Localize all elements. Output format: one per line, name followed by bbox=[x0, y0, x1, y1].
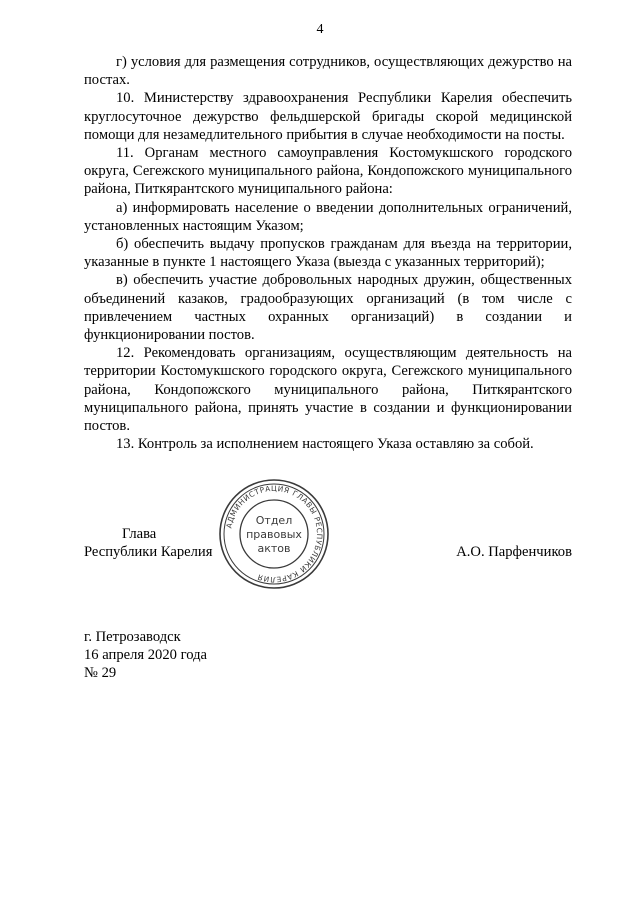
decree-body bbox=[84, 53, 572, 453]
signatory-title-line2: Республики Карелия bbox=[84, 544, 213, 561]
official-stamp bbox=[218, 478, 330, 590]
issue-city: г. Петрозаводск bbox=[84, 629, 181, 645]
stamp-center-line3: актов bbox=[257, 542, 291, 555]
document-footer bbox=[84, 628, 207, 683]
paragraph-12-recommend: 12. Рекомендовать организациям, осуществляющим деятельность на территории Костомукшского городского округа, Сегежского муниципального района, Кондопожского муниципального района, Питкярантского муниципального района, принять участие в создании и функционировании постов. bbox=[84, 345, 572, 435]
paragraph-11-local-authorities: 11. Органам местного самоуправления Костомукшского городского округа, Сегежского муниципального района, Кондопожского муниципального района, Питкярантского муниципального района: bbox=[84, 145, 572, 198]
signatory-name: А.О. Парфенчиков bbox=[456, 544, 572, 560]
paragraph-item-g-conditions: г) условия для размещения сотрудников, осуществляющих дежурство на постах. bbox=[84, 54, 572, 89]
paragraph-11v-participation: в) обеспечить участие добровольных народных дружин, общественных объединений казаков, градообразующих организаций (в том числе с привлечением частных охранных организаций) в создании и функционировании постов. bbox=[84, 272, 572, 344]
stamp-center-line1: Отдел bbox=[255, 514, 293, 527]
signatory-title bbox=[84, 525, 212, 561]
issue-date: 16 апреля 2020 года bbox=[84, 647, 207, 664]
paragraph-11a-inform: а) информировать население о введении дополнительных ограничений, установленных настоящим Указом; bbox=[84, 199, 572, 234]
signatory-title-line1: Глава bbox=[122, 526, 157, 542]
page-number: 4 bbox=[316, 22, 324, 37]
paragraph-10-health-ministry: 10. Министерству здравоохранения Республики Карелия обеспечить круглосуточное дежурство фельдшерской бригады скорой медицинской помощи для незамедлительного прибытия в случае необходимости на посты. bbox=[84, 90, 572, 143]
stamp-graphic bbox=[218, 478, 330, 590]
decree-number: № 29 bbox=[84, 665, 117, 682]
paragraph-11b-passes: б) обеспечить выдачу пропусков гражданам для въезда на территории, указанные в пункте 1 настоящего Указа (выезда с указанных территорий); bbox=[84, 236, 572, 271]
stamp-ring-text: АДМИНИСТРАЦИЯ ГЛАВЫ РЕСПУБЛИКИ КАРЕЛИЯ bbox=[224, 483, 325, 585]
paragraph-13-control: 13. Контроль за исполнением настоящего Указа оставляю за собой. bbox=[116, 436, 534, 453]
stamp-center-line2: правовых bbox=[246, 528, 302, 541]
